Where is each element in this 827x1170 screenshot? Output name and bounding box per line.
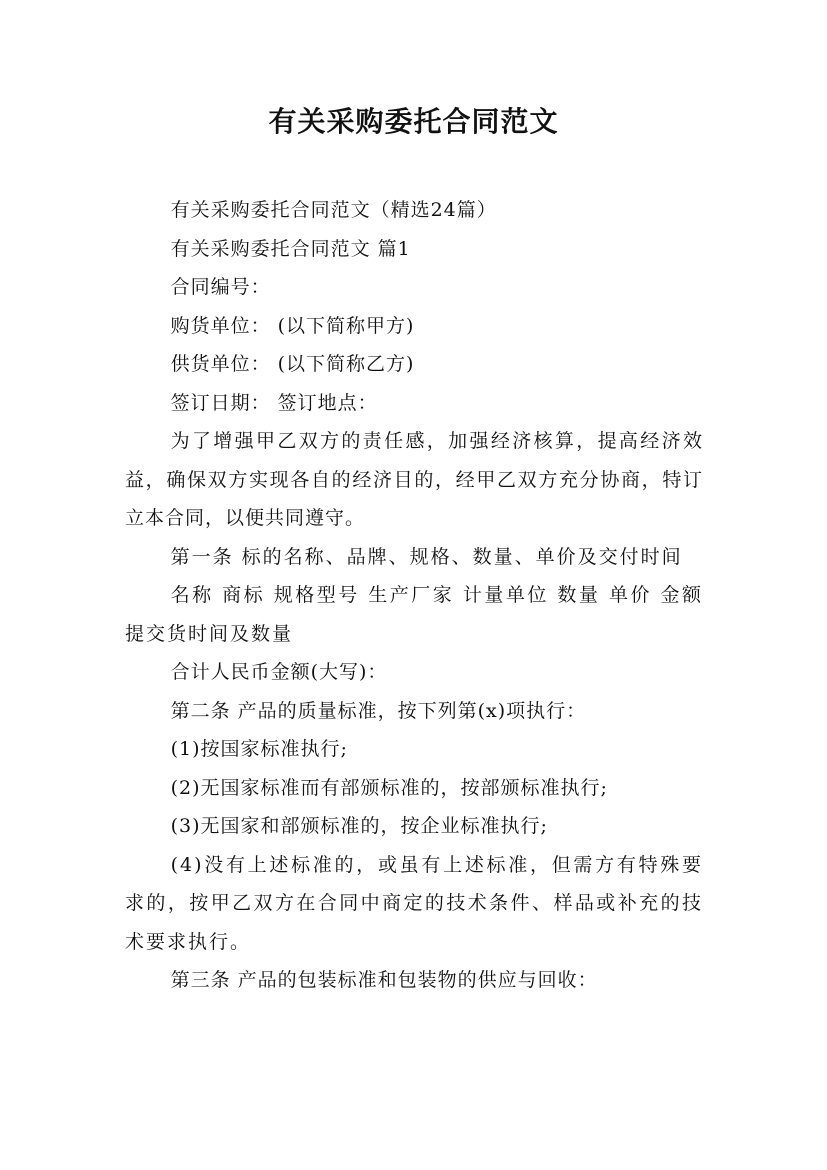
intro-line: 有关采购委托合同范文（精选24篇） — [170, 199, 497, 221]
total-amount-line: 合计人民币金额(大写)： — [170, 661, 388, 683]
section-heading: 有关采购委托合同范文 篇1 — [170, 237, 411, 260]
document-body — [125, 191, 703, 1000]
article-3-heading: 第三条 产品的包装标准和包装物的供应与回收： — [170, 969, 598, 991]
document-title: 有关采购委托合同范文 — [268, 105, 559, 138]
preamble-paragraph: 为了增强甲乙双方的责任感，加强经济核算，提高经济效益，确保双方实现各自的经济目的，经甲乙双方充分协商，特订立本合同，以便共同遵守。 — [125, 430, 703, 529]
buyer-line: 购货单位： (以下简称甲方) — [170, 314, 415, 337]
quality-item-1: (1)按国家标准执行; — [170, 738, 348, 760]
supplier-line: 供货单位： (以下简称乙方) — [170, 353, 415, 375]
article-2-heading: 第二条 产品的质量标准，按下列第(x)项执行： — [170, 699, 587, 722]
quality-item-2: (2)无国家标准而有部颁标准的，按部颁标准执行; — [170, 776, 608, 799]
contract-number-line: 合同编号： — [170, 276, 271, 298]
signing-date-place-line: 签订日期： 签订地点： — [170, 391, 378, 414]
item-columns-line: 名称 商标 规格型号 生产厂家 计量单位 数量 单价 金额 提交货时间及数量 — [125, 584, 703, 645]
article-1-heading: 第一条 标的名称、品牌、规格、数量、单价及交付时间 — [170, 545, 683, 568]
quality-item-4: (4)没有上述标准的，或虽有上述标准，但需方有特殊要求的，按甲乙双方在合同中商定的技术条件、样品或补充的技术要求执行。 — [125, 853, 703, 953]
quality-item-3: (3)无国家和部颁标准的，按企业标准执行; — [170, 815, 548, 837]
